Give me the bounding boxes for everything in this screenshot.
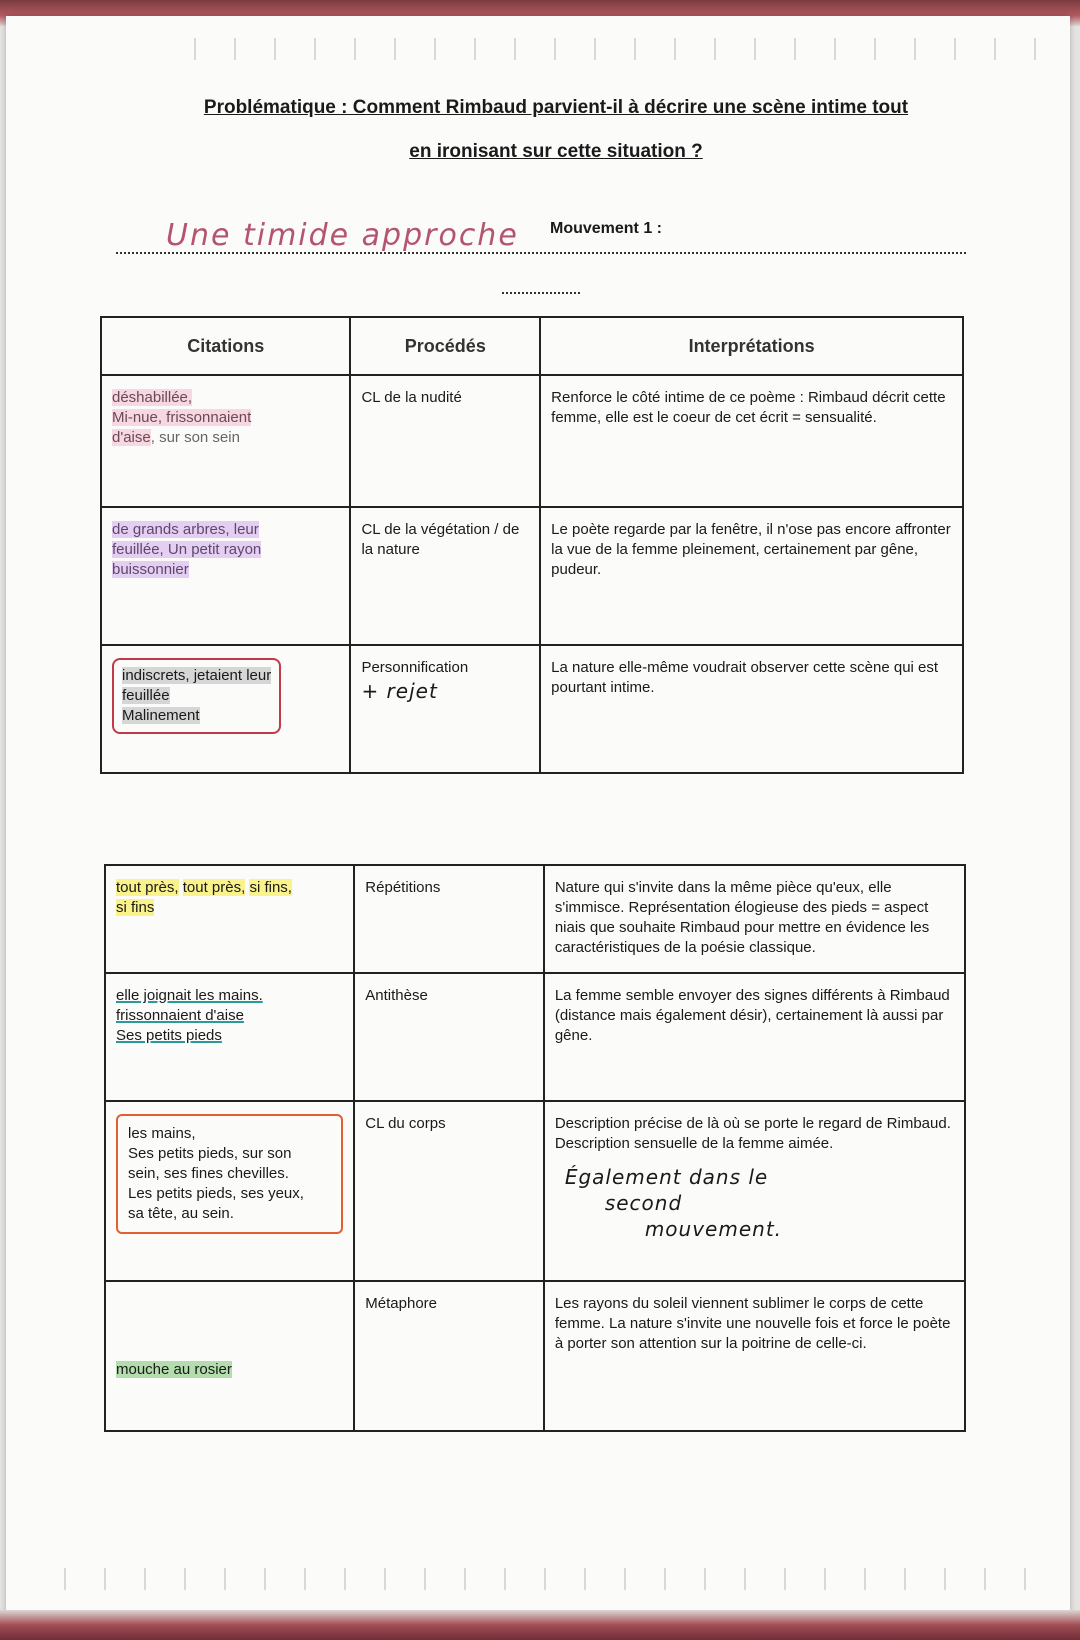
citation-fragment: les mains, bbox=[128, 1125, 196, 1142]
citation-fragment: Ses petits pieds bbox=[116, 1027, 222, 1044]
table-row bbox=[101, 375, 963, 507]
citation-fragment: tout près, bbox=[182, 879, 246, 896]
citation-cell bbox=[105, 1281, 354, 1431]
citation-fragment: buissonnier bbox=[112, 561, 189, 578]
mouvement-label: Mouvement 1 : bbox=[549, 220, 662, 237]
citation-cell bbox=[101, 375, 350, 507]
citation-fragment: feuillée bbox=[122, 687, 170, 704]
interpretation-cell: La nature elle-même voudrait observer cette scène qui est pourtant intime. bbox=[540, 645, 963, 773]
handwritten-note-line: second bbox=[604, 1191, 683, 1215]
table-row bbox=[101, 507, 963, 645]
citation-cell bbox=[105, 973, 354, 1101]
interpretation-cell: Les rayons du soleil viennent sublimer le corps de cette femme. La nature s'invite une nouvelle fois et force le poète à porter son attention sur la poitrine de celle-ci. bbox=[544, 1281, 965, 1431]
mouvement-handwritten-title: Une timide approche bbox=[166, 218, 519, 253]
citation-fragment: Ses petits pieds, sur son bbox=[128, 1145, 292, 1162]
citation-fragment: de grands arbres, leur bbox=[112, 521, 259, 538]
citation-fragment: frissonnaient d'aise bbox=[116, 1007, 244, 1024]
analysis-table-2 bbox=[104, 864, 966, 1432]
table-header-row bbox=[101, 317, 963, 375]
problematique bbox=[156, 86, 956, 174]
sheet-perforation-bottom bbox=[26, 1568, 1046, 1590]
binder-bottom-edge bbox=[0, 1610, 1080, 1640]
citation-cell bbox=[105, 1101, 354, 1281]
header-citations: Citations bbox=[101, 317, 350, 375]
procede-cell: Métaphore bbox=[354, 1281, 544, 1431]
procede-cell: CL du corps bbox=[354, 1101, 544, 1281]
citation-fragment: Mi-nue, frissonnaient bbox=[112, 409, 252, 426]
dotted-line-2 bbox=[502, 292, 580, 294]
table-row bbox=[105, 1281, 965, 1431]
citation-fragment: tout près, bbox=[116, 879, 179, 896]
citation-fragment: sa tête, au sein. bbox=[128, 1205, 234, 1222]
procede-cell bbox=[350, 645, 540, 773]
citation-fragment: feuillée, Un petit rayon bbox=[112, 541, 262, 558]
citation-fragment: si fins, bbox=[249, 879, 292, 896]
citation-fragment: sein, ses fines chevilles. bbox=[128, 1165, 289, 1182]
header-procedes: Procédés bbox=[350, 317, 540, 375]
citation-fragment: déshabillée, bbox=[112, 389, 193, 406]
handwritten-note-line: Également dans le bbox=[564, 1165, 769, 1189]
citation-fragment: d'aise bbox=[112, 429, 151, 446]
citation-fragment: si fins bbox=[116, 899, 155, 916]
citation-fragment: Malinement bbox=[122, 707, 200, 724]
problematique-line-1: Problématique : Comment Rimbaud parvient-il à décrire une scène intime tout bbox=[203, 97, 909, 118]
interpretation-cell: Nature qui s'invite dans la même pièce qu'eux, elle s'immisce. Représentation élogieuse des pieds = aspect niais que souhaite Rimbaud pour mettre en évidence les caractéristiques de la poésie classique. bbox=[544, 865, 965, 973]
header-interpretations: Interprétations bbox=[540, 317, 963, 375]
procede-label: Personnification bbox=[361, 659, 469, 676]
procede-handwritten-note: + rejet bbox=[361, 679, 438, 703]
table-row bbox=[105, 973, 965, 1101]
citation-orange-box bbox=[116, 1114, 343, 1234]
citation-cell bbox=[101, 645, 350, 773]
citation-cell bbox=[101, 507, 350, 645]
interpretation-text: Description précise de là où se porte le regard de Rimbaud. Description sensuelle de la femme aimée. bbox=[554, 1115, 951, 1152]
table-row bbox=[101, 645, 963, 773]
sheet-perforation-top bbox=[156, 38, 1056, 60]
citation-red-box bbox=[112, 658, 281, 734]
citation-fragment: mouche au rosier bbox=[116, 1361, 232, 1378]
interpretation-cell: Le poète regarde par la fenêtre, il n'ose pas encore affronter la vue de la femme pleinement, certainement par gêne, pudeur. bbox=[540, 507, 963, 645]
citation-cell bbox=[105, 865, 354, 973]
interpretation-cell: La femme semble envoyer des signes différents à Rimbaud (distance mais également désir), certainement là aussi par gêne. bbox=[544, 973, 965, 1101]
interpretation-cell: Renforce le côté intime de ce poème : Rimbaud décrit cette femme, elle est le coeur de cet écrit = sensualité. bbox=[540, 375, 963, 507]
procede-cell: Répétitions bbox=[354, 865, 544, 973]
procede-cell: CL de la nudité bbox=[350, 375, 540, 507]
document-sheet bbox=[6, 16, 1070, 1616]
handwritten-note-line: mouvement. bbox=[644, 1217, 783, 1241]
procede-cell: CL de la végétation / de la nature bbox=[350, 507, 540, 645]
citation-fragment: elle joignait les mains. bbox=[116, 987, 263, 1004]
citation-fragment: indiscrets, jetaient leur bbox=[122, 667, 272, 684]
procede-cell: Antithèse bbox=[354, 973, 544, 1101]
citation-fragment: , sur son sein bbox=[150, 429, 240, 446]
interpretation-cell bbox=[544, 1101, 965, 1281]
handwritten-note bbox=[555, 1164, 954, 1242]
table-row bbox=[105, 1101, 965, 1281]
citation-fragment: Les petits pieds, ses yeux, bbox=[128, 1185, 304, 1202]
table-row bbox=[105, 865, 965, 973]
analysis-table-1 bbox=[100, 316, 964, 774]
dotted-line-1 bbox=[116, 252, 966, 254]
problematique-line-2: en ironisant sur cette situation ? bbox=[409, 141, 703, 162]
